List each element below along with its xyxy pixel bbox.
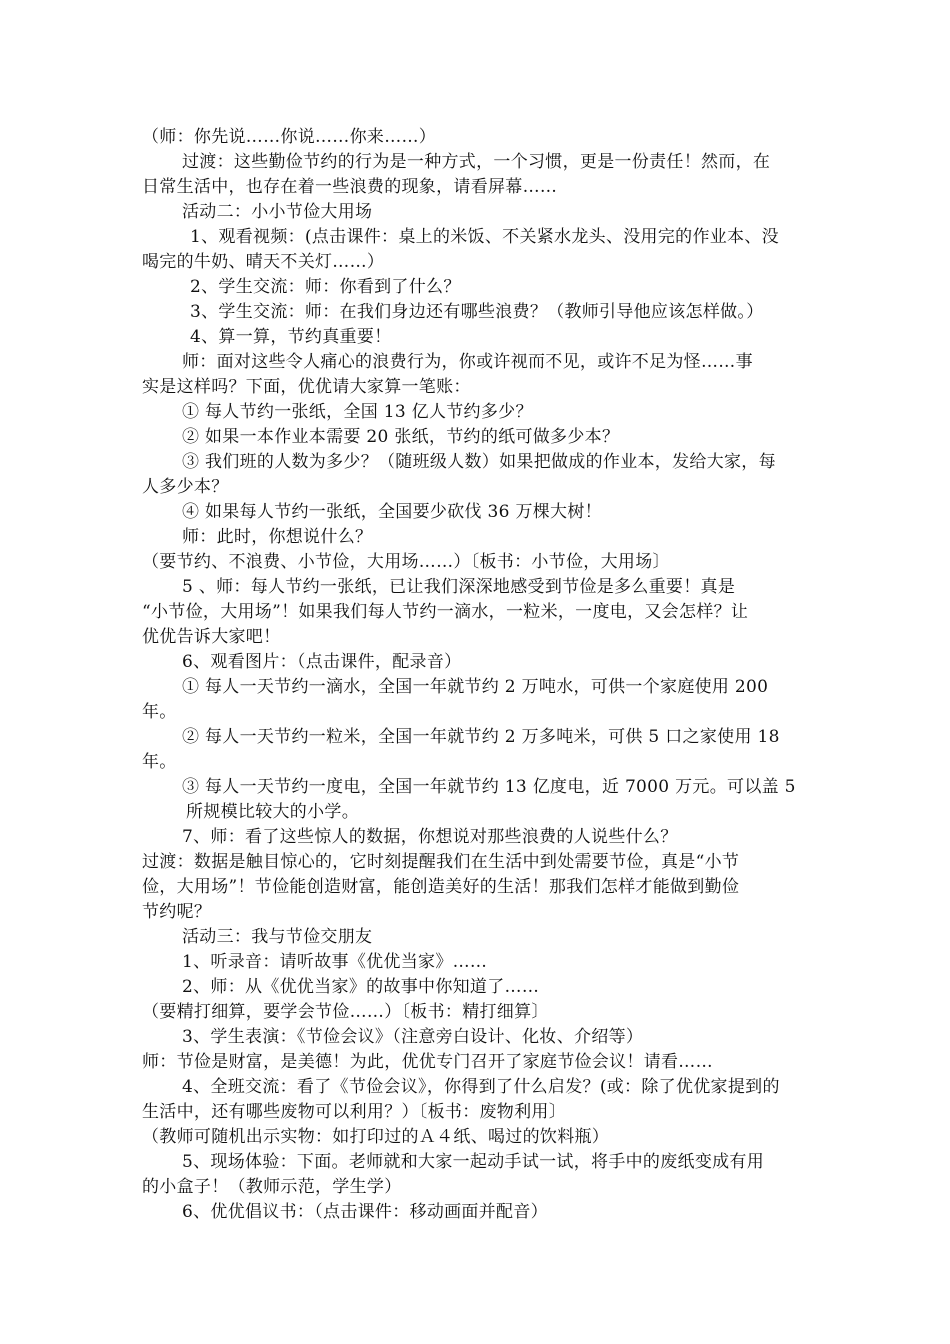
text-line: 2、师：从《优优当家》的故事中你知道了……: [182, 977, 540, 997]
text-line: （教师可随机出示实物：如打印过的Ａ４纸、喝过的饮料瓶）: [142, 1127, 610, 1147]
text-line: 师：此时，你想说什么？: [182, 527, 373, 547]
text-line: （师：你先说……你说……你来……）: [142, 127, 437, 147]
text-line: ① 每人节约一张纸，全国 13 亿人节约多少？: [182, 402, 533, 422]
text-line: “小节俭，大用场”！如果我们每人节约一滴水，一粒米，一度电，又会怎样？让: [142, 602, 749, 622]
text-line: ② 如果一本作业本需要 20 张纸，节约的纸可做多少本？: [182, 427, 620, 447]
text-line: 7、师：看了这些惊人的数据，你想说对那些浪费的人说些什么？: [182, 827, 678, 847]
text-line: 日常生活中，也存在着一些浪费的现象，请看屏幕……: [142, 177, 558, 197]
text-line: 生活中，还有哪些废物可以利用？）〔板书：废物利用〕: [142, 1102, 566, 1122]
text-line: 5 、师：每人节约一张纸，已让我们深深地感受到节俭是多么重要！真是: [182, 577, 736, 597]
text-line: ④ 如果每人节约一张纸，全国要少砍伐 36 万棵大树！: [182, 502, 602, 522]
text-line: 年。: [142, 752, 177, 772]
text-line: ③ 每人一天节约一度电，全国一年就节约 13 亿度电，近 7000 万元。可以盖 5: [182, 777, 796, 797]
text-line: 4、全班交流：看了《节俭会议》，你得到了什么启发？(或：除了优优家提到的: [182, 1077, 780, 1097]
section-heading: 活动二：小小节俭大用场: [182, 202, 373, 222]
text-line: 人多少本？: [142, 477, 229, 497]
text-line: 1、听录音：请听故事《优优当家》……: [182, 952, 488, 972]
text-line: （要节约、不浪费、小节俭，大用场……）〔板书：小节俭，大用场〕: [142, 552, 670, 572]
section-heading: 活动三：我与节俭交朋友: [182, 927, 373, 947]
text-line: 优优告诉大家吧！: [142, 627, 281, 647]
text-line: 实是这样吗？下面，优优请大家算一笔账：: [142, 377, 471, 397]
text-line: 4、算一算，节约真重要！: [190, 327, 392, 347]
text-line: 6、观看图片：（点击课件，配录音）: [182, 652, 462, 672]
text-line: 2、学生交流：师：你看到了什么？: [190, 277, 461, 297]
text-line: 师：面对这些令人痛心的浪费行为，你或许视而不见，或许不足为怪……事: [182, 352, 753, 372]
text-line: 5、现场体验：下面。老师就和大家一起动手试一试，将手中的废纸变成有用: [182, 1152, 765, 1172]
text-line: 过渡：这些勤俭节约的行为是一种方式，一个习惯，更是一份责任！然而，在: [182, 152, 771, 172]
text-line: 节约呢？: [142, 902, 212, 922]
text-line: ③ 我们班的人数为多少？（随班级人数）如果把做成的作业本，发给大家，每: [182, 452, 776, 472]
text-line: 3、学生交流：师：在我们身边还有哪些浪费？（教师引导他应该怎样做。）: [190, 302, 764, 322]
text-line: 的小盒子！（教师示范，学生学）: [142, 1177, 402, 1197]
text-line: （要精打细算，要学会节俭……）〔板书：精打细算〕: [142, 1002, 549, 1022]
text-line: ② 每人一天节约一粒米，全国一年就节约 2 万多吨米，可供 5 口之家使用 18: [182, 727, 780, 747]
text-line: 俭，大用场”！节俭能创造财富，能创造美好的生活！那我们怎样才能做到勤俭: [142, 877, 740, 897]
text-line: 所规模比较大的小学。: [186, 802, 359, 822]
text-line: 喝完的牛奶、晴天不关灯……）: [142, 252, 385, 272]
text-line: ① 每人一天节约一滴水，全国一年就节约 2 万吨水，可供一个家庭使用 200: [182, 677, 769, 697]
text-line: 年。: [142, 702, 177, 722]
text-line: 过渡：数据是触目惊心的，它时刻提醒我们在生活中到处需要节俭，真是“小节: [142, 852, 740, 872]
text-line: 3、学生表演：《节俭会议》（注意旁白设计、化妆、介绍等）: [182, 1027, 644, 1047]
text-line: 1、观看视频：(点击课件：桌上的米饭、不关紧水龙头、没用完的作业本、没: [190, 227, 779, 247]
text-line: 6、优优倡议书：（点击课件：移动画面并配音）: [182, 1202, 548, 1222]
text-line: 师：节俭是财富，是美德！为此，优优专门召开了家庭节俭会议！请看……: [142, 1052, 713, 1072]
